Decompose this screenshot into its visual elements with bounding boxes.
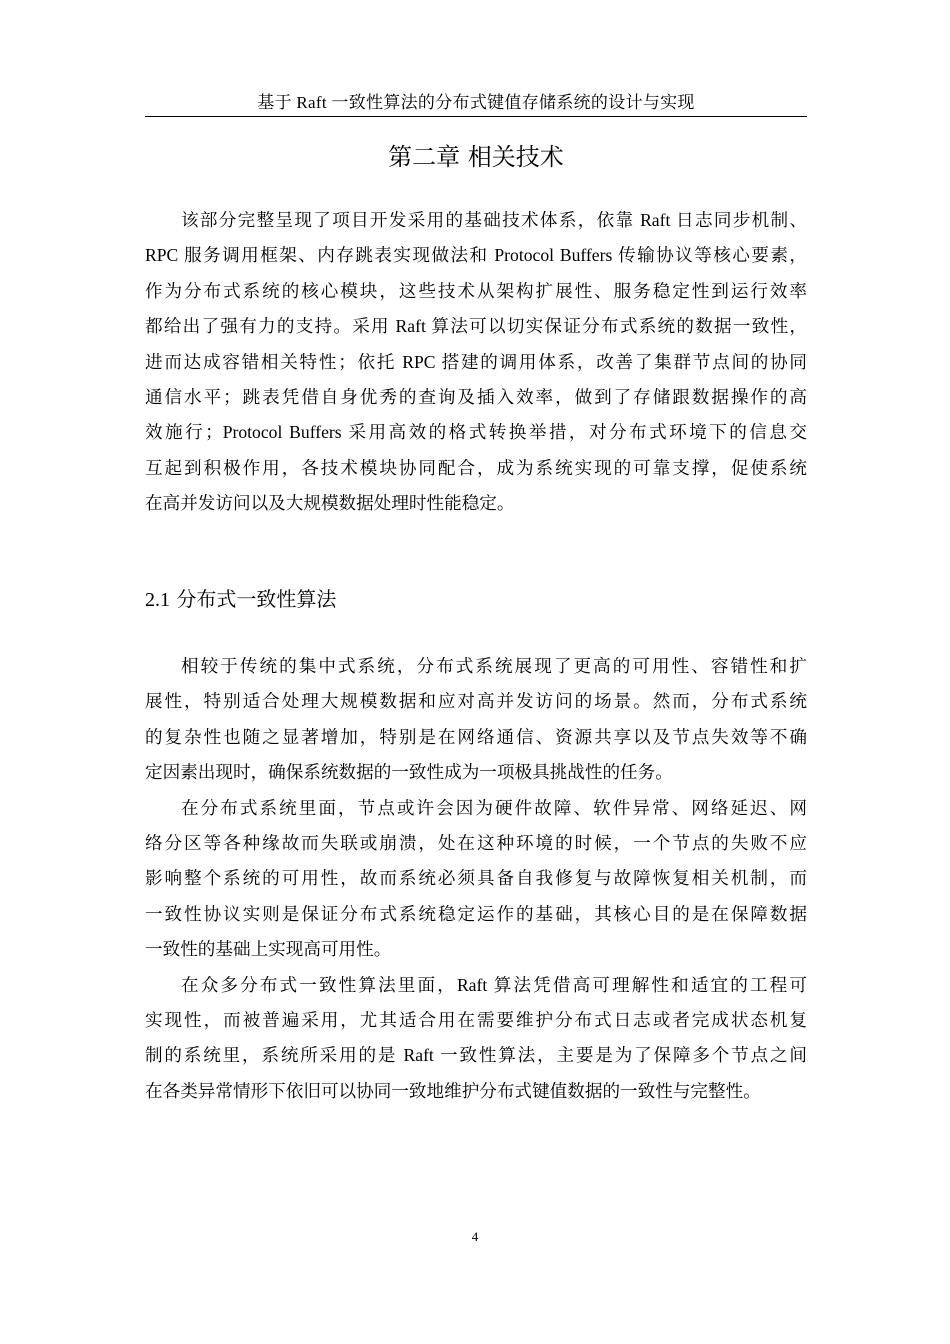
text-line: 影响整个系统的可用性，故而系统必须具备自我修复与故障恢复相关机制，而 bbox=[145, 868, 807, 889]
text-line: 在众多分布式一致性算法里面，Raft 算法凭借高可理解性和适宜的工程可 bbox=[181, 974, 807, 995]
text-line: 作为分布式系统的核心模块，这些技术从架构扩展性、服务稳定性到运行效率 bbox=[145, 280, 807, 301]
text-line: 互起到积极作用，各技术模块协同配合，成为系统实现的可靠支撑，促使系统 bbox=[145, 457, 807, 478]
text-line: 的复杂性也随之显著增加，特别是在网络通信、资源共享以及节点失效等不确 bbox=[145, 726, 807, 747]
text-line: 在分布式系统里面，节点或许会因为硬件故障、软件异常、网络延迟、网 bbox=[181, 797, 807, 818]
header-divider bbox=[145, 116, 807, 117]
text-line: 相较于传统的集中式系统，分布式系统展现了更高的可用性、容错性和扩 bbox=[181, 656, 807, 676]
text-line: 定因素出现时，确保系统数据的一致性成为一项极具挑战性的任务。 bbox=[145, 762, 673, 783]
running-header: 基于 Raft 一致性算法的分布式键值存储系统的设计与实现 bbox=[257, 93, 695, 112]
section-body bbox=[145, 649, 807, 1109]
text-line: 进而达成容错相关特性；依托 RPC 搭建的调用体系，改善了集群节点间的协同 bbox=[145, 351, 807, 372]
chapter-title: 第二章 相关技术 bbox=[388, 143, 564, 171]
section-title: 分布式一致性算法 bbox=[176, 587, 337, 611]
text-line: 通信水平；跳表凭借自身优秀的查询及插入效率，做到了存储跟数据操作的高 bbox=[145, 387, 807, 408]
text-line: 在各类异常情形下依旧可以协同一致地维护分布式键值数据的一致性与完整性。 bbox=[145, 1080, 761, 1101]
text-line: 在高并发访问以及大规模数据处理时性能稳定。 bbox=[145, 493, 515, 514]
text-line: 制的系统里，系统所采用的是 Raft 一致性算法，主要是为了保障多个节点之间 bbox=[145, 1045, 807, 1066]
text-line: 实现性，而被普遍采用，尤其适合用在需要维护分布式日志或者完成状态机复 bbox=[145, 1010, 807, 1031]
text-line: 该部分完整呈现了项目开发采用的基础技术体系，依靠 Raft 日志同步机制、 bbox=[181, 210, 807, 230]
text-line: 一致性的基础上实现高可用性。 bbox=[145, 939, 392, 960]
text-line: 一致性协议实则是保证分布式系统稳定运作的基础，其核心目的是在保障数据 bbox=[145, 903, 807, 924]
section-heading bbox=[145, 584, 336, 615]
text-line: RPC 服务调用框架、内存跳表实现做法和 Protocol Buffers 传输协议等核心要素， bbox=[145, 245, 807, 266]
intro-paragraph bbox=[145, 203, 807, 522]
text-line: 效施行；Protocol Buffers 采用高效的格式转换举措，对分布式环境下的信息交 bbox=[145, 422, 807, 443]
section-number: 2.1 bbox=[145, 589, 170, 611]
page-number: 4 bbox=[471, 1229, 479, 1244]
text-line: 都给出了强有力的支持。采用 Raft 算法可以切实保证分布式系统的数据一致性， bbox=[145, 316, 807, 337]
text-line: 络分区等各种缘故而失联或崩溃，处在这种环境的时候，一个节点的失败不应 bbox=[145, 833, 807, 854]
text-line: 展性，特别适合处理大规模数据和应对高并发访问的场景。然而，分布式系统 bbox=[145, 691, 807, 712]
